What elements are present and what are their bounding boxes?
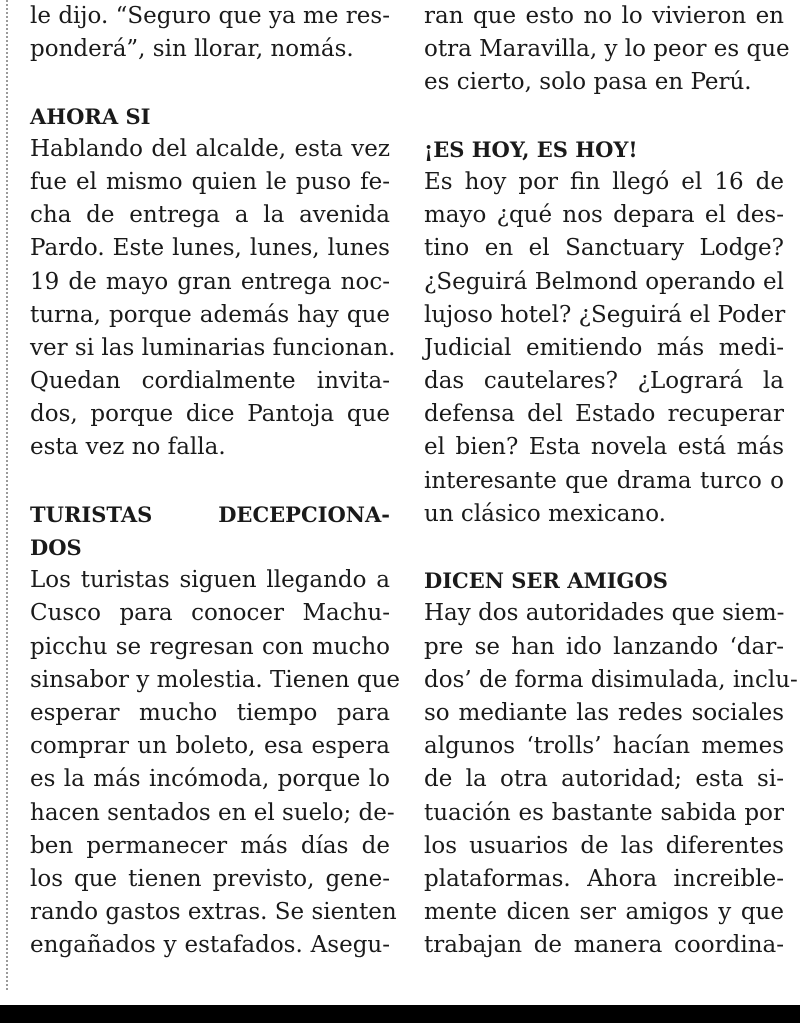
page-bottom-bar xyxy=(0,1005,800,1023)
body-text-line: tino en el Sanctuary Lodge? xyxy=(424,235,784,262)
body-text-line: plataformas. Ahora increible- xyxy=(424,865,784,892)
body-text-line: das cautelares? ¿Logrará la xyxy=(424,368,784,395)
body-text-line: algunos ‘trolls’ hacían memes xyxy=(424,733,784,760)
right-column xyxy=(424,0,798,962)
body-text-line: Hay dos autoridades que siem- xyxy=(424,600,785,627)
body-text-line: dos, porque dice Pantoja que xyxy=(30,401,390,428)
body-text-line: es cierto, solo pasa en Perú. xyxy=(424,69,752,96)
body-text-line: lujoso hotel? ¿Seguirá el Poder xyxy=(424,301,786,328)
body-text-line: mayo ¿qué nos depara el des- xyxy=(424,202,784,229)
paragraph-gap xyxy=(30,465,390,498)
body-text-line: ver si las luminarias funcionan. xyxy=(30,334,396,361)
body-text-line: ben permanecer más días de xyxy=(30,832,390,859)
body-text-line: mente dicen ser amigos y que xyxy=(424,899,784,926)
body-text-line: fue el mismo quien le puso fe- xyxy=(30,168,390,195)
body-text-line: ponderá”, sin llorar, nomás. xyxy=(30,36,354,63)
body-text-line: engañados y estafados. Asegu- xyxy=(30,932,390,959)
body-text-line: Pardo. Este lunes, lunes, lunes xyxy=(30,235,390,262)
body-text-line: los que tienen previsto, gene- xyxy=(30,865,390,892)
body-text-line: Judicial emitiendo más medi- xyxy=(424,334,784,361)
body-text-line: interesante que drama turco o xyxy=(424,467,784,494)
body-text-line: Cusco para conocer Machu- xyxy=(30,600,390,627)
body-text-line: tuación es bastante sabida por xyxy=(424,799,784,826)
body-text-line: es la más incómoda, porque lo xyxy=(30,766,390,793)
body-text-line: ¿Seguirá Belmond operando el xyxy=(424,268,784,295)
section-heading: DICEN SER AMIGOS xyxy=(424,568,668,594)
section-heading: AHORA SI xyxy=(30,103,151,129)
body-text-line: trabajan de manera coordina- xyxy=(424,932,784,959)
body-text-line: Los turistas siguen llegando a xyxy=(30,567,390,594)
body-text-line: un clásico mexicano. xyxy=(424,500,666,527)
body-text-line: rando gastos extras. Se sienten xyxy=(30,899,397,926)
body-text-line: so mediante las redes sociales xyxy=(424,699,784,726)
body-text-line: Es hoy por fin llegó el 16 de xyxy=(424,168,784,195)
body-text-line: Quedan cordialmente invita- xyxy=(30,368,390,395)
body-text-line: ran que esto no lo vivieron en xyxy=(424,3,784,29)
body-text-line: esperar mucho tiempo para xyxy=(30,699,390,726)
body-text-line: hacen sentados en el suelo; de- xyxy=(30,799,395,826)
body-text-line: el bien? Esta novela está más xyxy=(424,434,784,461)
body-text-line: Hablando del alcalde, esta vez xyxy=(30,135,390,162)
body-text-line: otra Maravilla, y lo peor es que xyxy=(424,36,790,63)
body-text-line: esta vez no falla. xyxy=(30,434,226,461)
body-text-line: defensa del Estado recuperar xyxy=(424,401,784,428)
body-text-line: 19 de mayo gran entrega noc- xyxy=(30,268,390,295)
body-text-line: sinsabor y molestia. Tienen que xyxy=(30,666,401,693)
body-text-line: cha de entrega a la avenida xyxy=(30,202,390,229)
section-heading: DOS xyxy=(30,535,82,560)
body-text-line: los usuarios de las diferentes xyxy=(424,832,784,859)
section-heading: TURISTAS DECEPCIONA- xyxy=(30,501,390,527)
section-heading: ¡ES HOY, ES HOY! xyxy=(424,136,638,162)
body-text-line: le dijo. “Seguro que ya me res- xyxy=(30,3,390,29)
left-margin-rule xyxy=(0,0,8,990)
left-column xyxy=(30,0,401,962)
paragraph-gap xyxy=(424,531,784,564)
body-text-line: comprar un boleto, esa espera xyxy=(30,733,390,760)
body-text-line: pre se han ido lanzando ‘dar- xyxy=(424,633,784,660)
body-text-line: de la otra autoridad; esta si- xyxy=(424,766,784,793)
paragraph-gap xyxy=(424,100,784,133)
body-text-line: turna, porque además hay que xyxy=(30,301,390,328)
paragraph-gap xyxy=(30,66,390,99)
body-text-line: dos’ de forma disimulada, inclu- xyxy=(424,666,798,693)
body-text-line: picchu se regresan con mucho xyxy=(30,633,390,660)
